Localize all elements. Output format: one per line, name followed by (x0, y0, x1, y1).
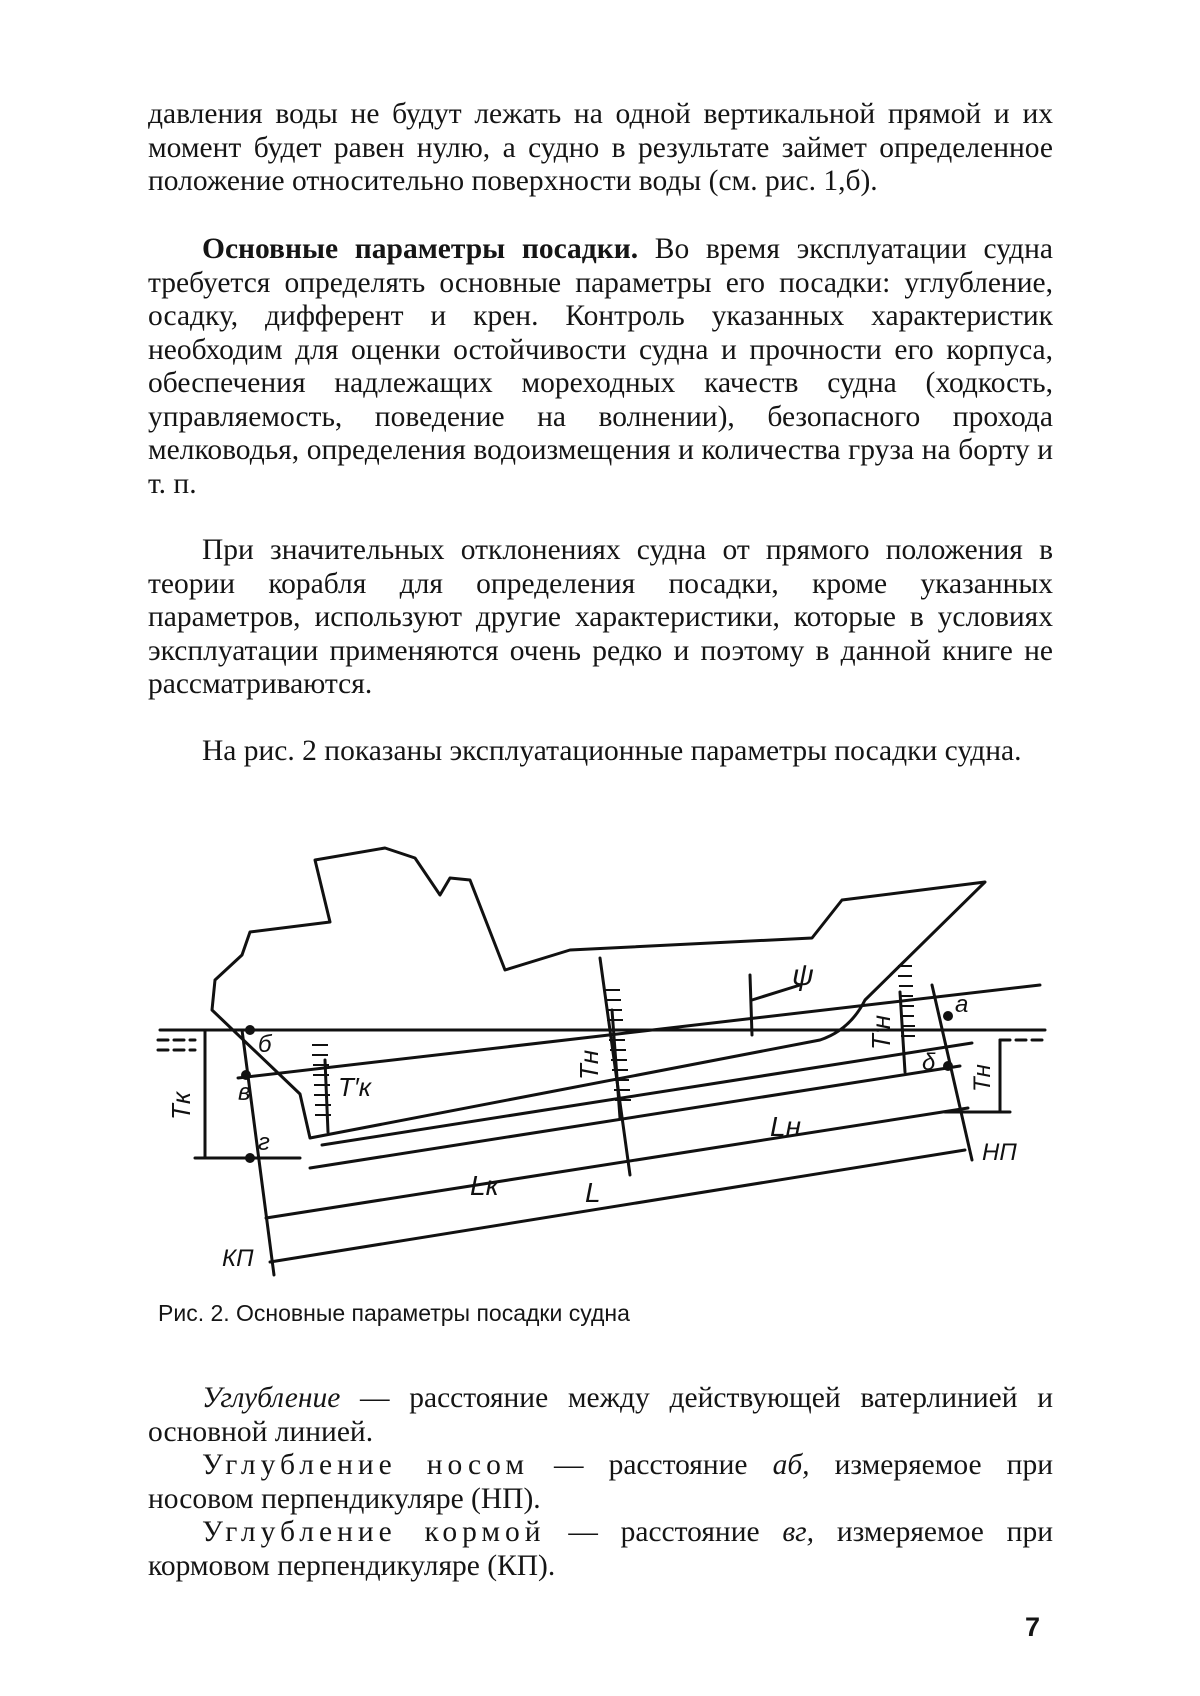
label-tn-right: Tн (969, 1064, 996, 1092)
paragraph-bow-draft (148, 1449, 1053, 1516)
label-l: L (585, 1177, 601, 1208)
label-np: НП (982, 1139, 1017, 1166)
label-tk: Tк (166, 1091, 196, 1120)
ship-draft-diagram (0, 830, 1200, 1280)
label-lk: Lк (470, 1170, 499, 1201)
length-l-dimension (266, 1108, 968, 1218)
figure-caption: Рис. 2. Основные параметры посадки судна (158, 1300, 630, 1326)
label-g: г (258, 1129, 270, 1156)
label-tn-mid: Tн (574, 1049, 604, 1080)
point-delta (943, 1061, 953, 1071)
paragraph-draft-definition (148, 1382, 1053, 1449)
term-bow-draft: Углубление носом (202, 1449, 529, 1481)
stern-draft-tail: измеряемое при кормовом перпендикуляре (КП). (148, 1516, 1053, 1582)
segment-vg: вг, (782, 1516, 815, 1548)
label-delta: δ (922, 1049, 936, 1076)
paragraph-continuation: давления воды не будут лежать на одной вертикальной прямой и их момент будет равен нулю, а судно в результате займет определенное положение относительно поверхности воды (см. рис. 1,б). (148, 98, 1053, 197)
point-g (245, 1153, 255, 1163)
label-a: а (955, 991, 969, 1018)
bow-draft-text: — расстояние (529, 1449, 773, 1481)
section-heading-main-parameters: Основные параметры посадки. (202, 233, 639, 265)
paragraph-deviations: При значительных отклонениях судна от прямого положения в теории корабля для определения посадки, кроме указанных параметров, используют другие характеристики, которые в условиях эксплуатации применяются очень редко и поэтому в данной книге не рассматриваются. (148, 534, 1053, 700)
label-v: в (238, 1079, 251, 1106)
term-stern-draft: Углубление кормой (202, 1516, 546, 1548)
page-number: 7 (1025, 1612, 1041, 1642)
bow-draft-tail: измеряемое при носовом перпендикуляре (НП). (148, 1449, 1053, 1515)
stern-draft-text: — расстояние (545, 1516, 783, 1548)
term-draft: Углубление (202, 1382, 341, 1414)
paragraph-main-parameters-text: Во время эксплуатации судна требуется определять основные параметры его посадки: углубление, осадку, дифферент и крен. Контроль указанных характеристик необходим для оценки остойчивости судна и прочности его корпуса, обеспечения надлежащих мореходных качеств судна (ходкость, управляемость, поведение на волнении), безопасного прохода мелководья, определения водоизмещения и количества груза на борту и т. п. (148, 233, 1053, 500)
segment-ab: аб, (772, 1449, 810, 1481)
paragraph-figure-reference: На рис. 2 показаны эксплуатационные параметры посадки судна. (202, 735, 1022, 767)
length-kp-dimension (270, 1150, 965, 1262)
label-ln: Lн (770, 1111, 801, 1142)
label-psi: ψ (792, 959, 814, 992)
tn-prime-dimension-line (900, 992, 905, 1072)
paragraph-stern-draft (148, 1516, 1053, 1583)
label-b: б (258, 1031, 272, 1058)
length-lk-ln-dimension (310, 1066, 960, 1168)
trim-angle-marker (750, 975, 752, 1035)
paragraph-main-parameters (148, 233, 1053, 501)
label-tn-prime: T′н (866, 1014, 896, 1050)
point-b (245, 1025, 255, 1035)
label-tk-prime: T′к (338, 1072, 372, 1102)
label-kp: КП (222, 1245, 254, 1272)
draft-definition-text: — расстояние между действующей ватерлинией и основной линией. (148, 1382, 1053, 1448)
point-a (943, 1011, 953, 1021)
